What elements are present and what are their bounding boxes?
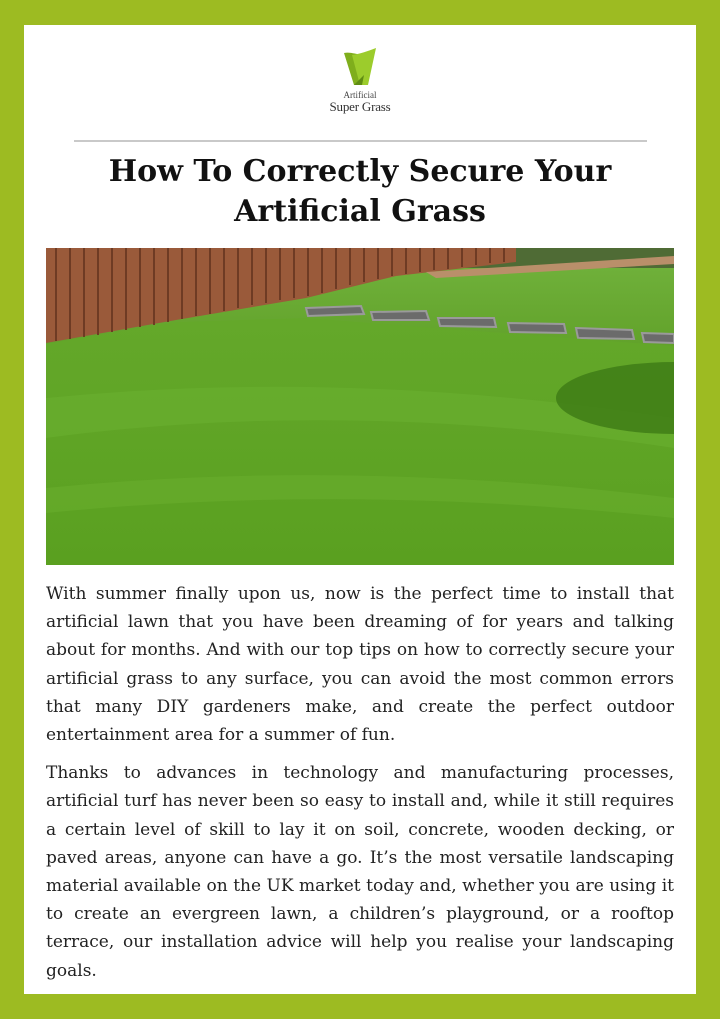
lawn-photo [46, 248, 674, 565]
article-body [46, 580, 674, 994]
paragraph-intro: With summer finally upon us, now is the perfect time to install that artificial lawn that you have been dreaming of for years and talking about for months. And with our top tips on how to correctly secure your artificial grass to any surface, you can avoid the most common errors that many DIY gardeners make, and create the perfect outdoor entertainment area for a summer of fun. [46, 584, 674, 746]
page-title: How To Correctly Secure Your Artificial Grass [108, 154, 612, 229]
paragraph-advances: Thanks to advances in technology and manufacturing processes, artificial turf has never been so easy to install and, while it still requires a certain level of skill to lay it on soil, concrete, wooden decking, or paved areas, anyone can have a go. It’s the most versatile landscaping material available on the UK market today and, whether you are using it to create an evergreen lawn, a children’s playground, or a rooftop terrace, our installation advice will help you realise your landscaping goals. [46, 763, 674, 981]
brand-logo[interactable] [324, 45, 396, 115]
lawn-illustration [46, 248, 674, 565]
divider [74, 140, 647, 142]
logo-text-artificial: Artificial [343, 90, 377, 100]
document-page [24, 25, 696, 994]
logo-text-super-grass: Super Grass [329, 99, 391, 114]
grass-leaf-icon [338, 45, 382, 89]
